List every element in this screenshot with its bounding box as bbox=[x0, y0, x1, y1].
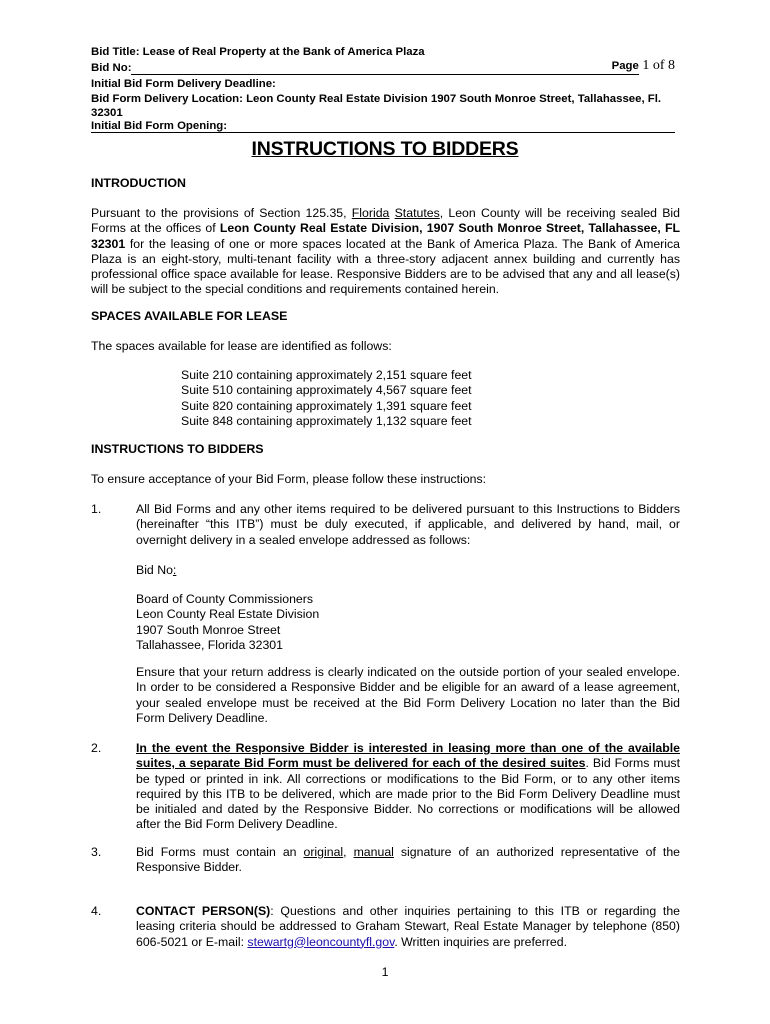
suite-item: Suite 210 containing approximately 2,151 square feet bbox=[181, 368, 472, 382]
item-2-number: 2. bbox=[91, 741, 102, 755]
suite-item: Suite 820 containing approximately 1,391 square feet bbox=[181, 398, 472, 413]
item-4-text-b: . Written inquiries are preferred. bbox=[394, 934, 568, 949]
introduction-paragraph bbox=[91, 206, 680, 298]
spaces-heading: SPACES AVAILABLE FOR LEASE bbox=[91, 309, 288, 323]
instructions-lead: To ensure acceptance of your Bid Form, please follow these instructions: bbox=[91, 472, 487, 486]
intro-text-b: , Leon County will be receiving sealed Bid Forms at the offices of bbox=[91, 206, 680, 236]
item-1-bid-no bbox=[136, 563, 680, 578]
contact-person-label: CONTACT PERSON(S) bbox=[136, 904, 271, 918]
item-1-text: All Bid Forms and any other items required to be delivered pursuant to this Instructions to Bidders (hereinafter “this ITB”) must be duly executed, if applicable, and delivered by hand, mail, or overnight delivery in a sealed envelope addressed as follows: bbox=[136, 502, 680, 547]
spaces-lead: The spaces available for lease are identified as follows: bbox=[91, 339, 392, 353]
intro-text-c: for the leasing of one or more spaces located at the Bank of America Plaza. The Bank of America Plaza is an eight-story, multi-tenant facility with a three-story adjacent annex building and currently has professional office space available for lease. Responsive Bidders are to be advised that any and all lease(s) will be subject to the special conditions and requirements contained herein. bbox=[91, 236, 680, 297]
item-3-text bbox=[136, 845, 680, 876]
item-3-number: 3. bbox=[91, 845, 102, 859]
page-indicator bbox=[612, 59, 675, 73]
item-4-number: 4. bbox=[91, 904, 102, 918]
bid-no-row bbox=[91, 58, 675, 75]
page-of-total: 1 of 8 bbox=[638, 58, 675, 73]
item-2-text bbox=[136, 741, 680, 833]
item-4-text bbox=[136, 904, 680, 950]
intro-statutes: Statutes bbox=[394, 206, 440, 220]
address-line: Tallahassee, Florida 32301 bbox=[136, 637, 283, 652]
bid-title: Bid Title: Lease of Real Property at the Bank of America Plaza bbox=[91, 46, 425, 58]
bid-no-text: Bid No bbox=[136, 563, 173, 577]
address-line: Board of County Commissioners bbox=[136, 592, 314, 606]
bid-no-label: Bid No: bbox=[91, 62, 132, 74]
suites-list bbox=[181, 368, 472, 429]
item-1-number: 1. bbox=[91, 502, 102, 516]
footer-page-number: 1 bbox=[381, 965, 389, 979]
introduction-heading: INTRODUCTION bbox=[91, 176, 186, 190]
item-2-bold-underlined: In the event the Responsive Bidder is interested in leasing more than one of the available suites, a separate Bid Form must be delivered for each of the desired suites bbox=[136, 741, 680, 771]
address-line: 1907 South Monroe Street bbox=[136, 622, 281, 637]
item-3-text-a: Bid Forms must contain an bbox=[136, 845, 304, 859]
delivery-deadline: Initial Bid Form Delivery Deadline: bbox=[91, 78, 276, 90]
item-3-text-b: signature of an authorized representative of the Responsive Bidder. bbox=[136, 845, 680, 875]
contact-email-link[interactable]: stewartg@leoncountyfl.gov bbox=[247, 934, 395, 949]
bid-no-underline bbox=[131, 74, 639, 75]
suite-item: Suite 510 containing approximately 4,567 square feet bbox=[181, 383, 472, 398]
mailing-address bbox=[136, 592, 680, 653]
page-label: Page bbox=[611, 60, 639, 72]
suite-item: Suite 848 containing approximately 1,132 square feet bbox=[181, 413, 472, 428]
item-4-text-a: : Questions and other inquiries pertaining to this ITB or regarding the leasing criteria should be addressed to Graham Stewart, Real Estate Manager by telephone (850) 606-5021 or E-mail: bbox=[136, 904, 681, 949]
bid-form-opening: Initial Bid Form Opening: bbox=[91, 120, 228, 132]
address-line: Leon County Real Estate Division bbox=[136, 607, 320, 622]
intro-florida: Florida bbox=[351, 206, 390, 220]
item-1-ensure: Ensure that your return address is clearly indicated on the outside portion of your sealed envelope. In order to be considered a Responsive Bidder and be eligible for an award of a lease agreement, your sealed envelope must be received at the Bid Form Delivery Location no later than the Bid Form Delivery Deadline. bbox=[136, 665, 680, 725]
item-3-original: original bbox=[303, 845, 344, 859]
delivery-location-line2: 32301 bbox=[91, 107, 123, 119]
item-3-comma: , bbox=[343, 845, 354, 859]
intro-address-bold: Leon County Real Estate Division, 1907 South Monroe Street, Tallahassee, FL 32301 bbox=[91, 221, 681, 251]
instructions-heading: INSTRUCTIONS TO BIDDERS bbox=[91, 442, 264, 456]
item-2-rest: . Bid Forms must be typed or printed in ink. All corrections or modifications to the Bid Form, or to any other items required by this ITB to be delivered, which are made prior to the Bid Form Delivery Deadline must be initialed and dated by the Responsive Bidder. No corrections or modifications will be allowed after the Bid Form Delivery Deadline. bbox=[136, 756, 680, 832]
page-title: INSTRUCTIONS TO BIDDERS bbox=[251, 138, 519, 160]
delivery-location-line1: Bid Form Delivery Location: Leon County Real Estate Division 1907 South Monroe Street, Tallahassee, Fl. bbox=[91, 93, 662, 105]
item-3-manual: manual bbox=[353, 845, 394, 859]
header-divider bbox=[91, 132, 675, 133]
bid-no-colon: : bbox=[172, 563, 177, 577]
intro-text-a: Pursuant to the provisions of Section 125.35, bbox=[91, 206, 352, 220]
